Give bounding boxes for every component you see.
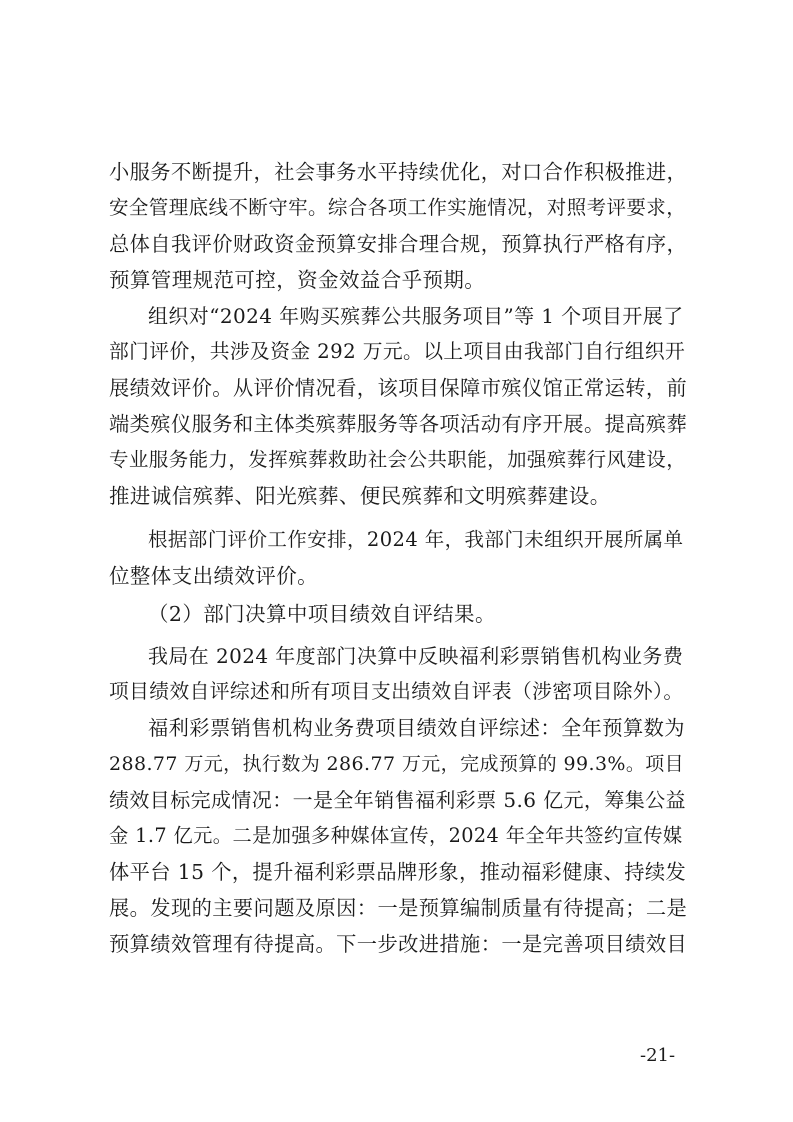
text-line: 部门评价，共涉及资金 292 万元。以上项目由我部门自行组织开 [109,340,686,363]
text-line: 总体自我评价财政资金预算安排合理合规，预算执行严格有序， [109,232,688,256]
text-line: 项目绩效自评综述和所有项目支出绩效自评表（涉密项目除外）。 [109,680,684,703]
text-line: 预算绩效管理有待提高。下一步改进措施：一是完善项目绩效目 [109,932,688,956]
paragraph-start-line: 根据部门评价工作安排，2024 年，我部门未组织开展所属单 [148,528,684,551]
text-line: 金 1.7 亿元。二是加强多种媒体宣传，2024 年全年共签约宣传媒 [109,824,683,847]
text-line: 展绩效评价。从评价情况看，该项目保障市殡仪馆正常运转，前 [109,376,688,400]
page-number: -21- [640,1045,676,1066]
text-line: 小服务不断提升，社会事务水平持续优化，对口合作积极推进， [109,160,688,184]
text-line: 预算管理规范可控，资金效益合乎预期。 [109,268,486,292]
text-line: 288.77 万元，执行数为 286.77 万元，完成预算的 99.3%。项目 [109,753,685,775]
text-line: 端类殡仪服务和主体类殡葬服务等各项活动有序开展。提高殡葬 [109,412,688,436]
text-line: 位整体支出绩效评价。 [109,564,318,588]
text-line: 展。发现的主要问题及原因：一是预算编制质量有待提高；二是 [109,896,688,920]
paragraph-start-line: 我局在 2024 年度部门决算中反映福利彩票销售机构业务费 [148,644,684,668]
paragraph-start-line: 组织对“2024 年购买殡葬公共服务项目”等 1 个项目开展了 [148,304,684,328]
section-heading: （2）部门决算中项目绩效自评结果。 [148,602,496,626]
text-line: 安全管理底线不断守牢。综合各项工作实施情况，对照考评要求， [109,196,687,219]
text-line: 推进诚信殡葬、阳光殡葬、便民殡葬和文明殡葬建设。 [109,484,611,508]
text-line: 绩效目标完成情况：一是全年销售福利彩票 5.6 亿元，筹集公益 [109,788,686,812]
text-line: 专业服务能力，发挥殡葬救助社会公共职能，加强殡葬行风建设， [109,448,687,471]
text-line: 体平台 15 个，提升福利彩票品牌形象，推动福彩健康、持续发 [109,860,687,884]
paragraph-start-line: 福利彩票销售机构业务费项目绩效自评综述：全年预算数为 [148,716,685,740]
